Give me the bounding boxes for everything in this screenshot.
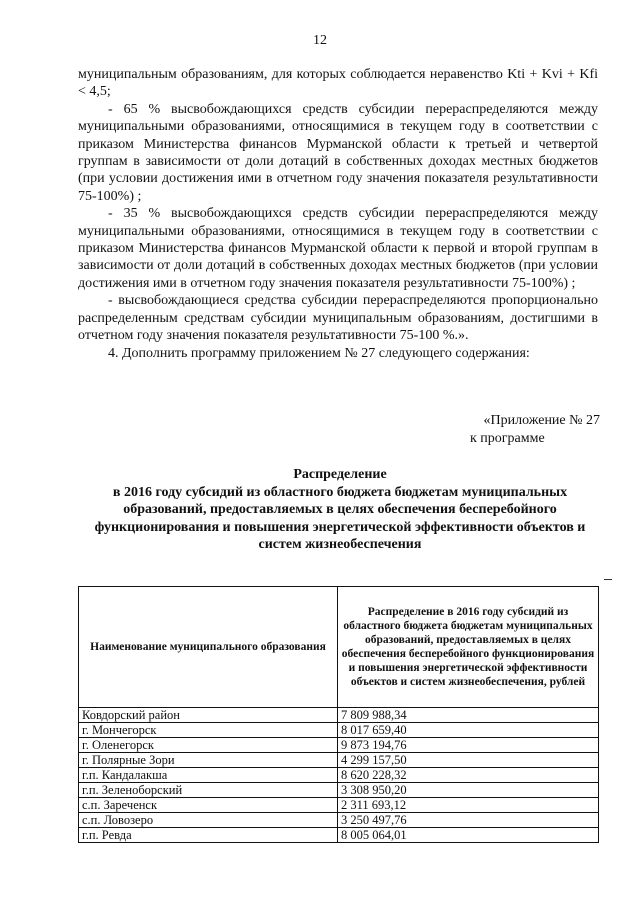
margin-mark [604,579,612,580]
header-amount: Распределение в 2016 году субсидий из областного бюджета бюджетам муниципальных образований, предоставляемых в целях обеспечения бесперебойного функционирования и повышения энергетической эффективности объектов и систем жизнеобеспечения, рублей [338,587,599,708]
cell-municipality: с.п. Зареченск [79,798,338,813]
cell-amount: 4 299 157,50 [338,753,599,768]
cell-municipality: г. Мончегорск [79,723,338,738]
table-row [79,738,599,753]
body-text [78,66,598,362]
table-row [79,798,599,813]
paragraph-4: - высвобождающиеся средства субсидии перераспределяются пропорционально распределенным средствам субсидии муниципальным образованиям, достигшими в отчетном году значения показателя результативности 75-100 %.». [78,293,598,344]
appendix-number: «Приложение № 27 [483,413,600,428]
cell-municipality: г.п. Ревда [79,828,338,843]
distribution-heading [80,466,600,554]
table-row [79,813,599,828]
cell-municipality: г.п. Кандалакша [79,768,338,783]
cell-municipality: г.п. Зеленоборский [79,783,338,798]
page-number: 12 [313,33,327,48]
cell-amount: 3 308 950,20 [338,783,599,798]
cell-municipality: г. Оленегорск [79,738,338,753]
cell-municipality: г. Полярные Зори [79,753,338,768]
cell-amount: 8 620 228,32 [338,768,599,783]
cell-municipality: Ковдорский район [79,708,338,723]
paragraph-2: - 65 % высвобождающихся средств субсидии перераспределяются между муниципальными образованиями, относящимися в текущем году в соответствии с приказом Министерства финансов Мурманской области к третьей и четвертой группам в зависимости от доли дотаций в собственных доходах местных бюджетов (при условии достижения ими в отчетном году значения показателя результативности 75-100%) ; [78,101,598,204]
table-row [79,753,599,768]
table-header-row [79,587,599,708]
cell-amount: 9 873 194,76 [338,738,599,753]
table-row [79,708,599,723]
heading-subtitle: в 2016 году субсидий из областного бюджета бюджетам муниципальных образований, предоставляемых в целях обеспечения бесперебойного функционирования и повышения энергетической эффективности объектов и систем жизнеобеспечения [94,484,586,552]
appendix-reference [470,412,610,447]
table-row [79,828,599,843]
appendix-program: к программе [470,430,545,446]
cell-amount: 7 809 988,34 [338,708,599,723]
paragraph-1: муниципальным образованиям, для которых соблюдается неравенство Kti + Kvi + Kfi < 4,5; [78,67,598,100]
table-row [79,768,599,783]
table-row [79,723,599,738]
table-row [79,783,599,798]
cell-amount: 3 250 497,76 [338,813,599,828]
cell-municipality: с.п. Ловозеро [79,813,338,828]
cell-amount: 2 311 693,12 [338,798,599,813]
cell-amount: 8 005 064,01 [338,828,599,843]
cell-amount: 8 017 659,40 [338,723,599,738]
header-municipality: Наименование муниципального образования [79,587,338,708]
heading-title: Распределение [293,467,387,482]
distribution-table [78,586,599,843]
paragraph-5: 4. Дополнить программу приложением № 27 следующего содержания: [108,345,530,361]
paragraph-3: - 35 % высвобождающихся средств субсидии перераспределяются между муниципальными образованиями, относящимися в текущем году в соответствии с приказом Министерства финансов Мурманской области к первой и второй группам в зависимости от доли дотаций в собственных доходах местных бюджетов (при условии достижения ими в отчетном году значения показателя результативности 75-100%) ; [78,206,598,291]
